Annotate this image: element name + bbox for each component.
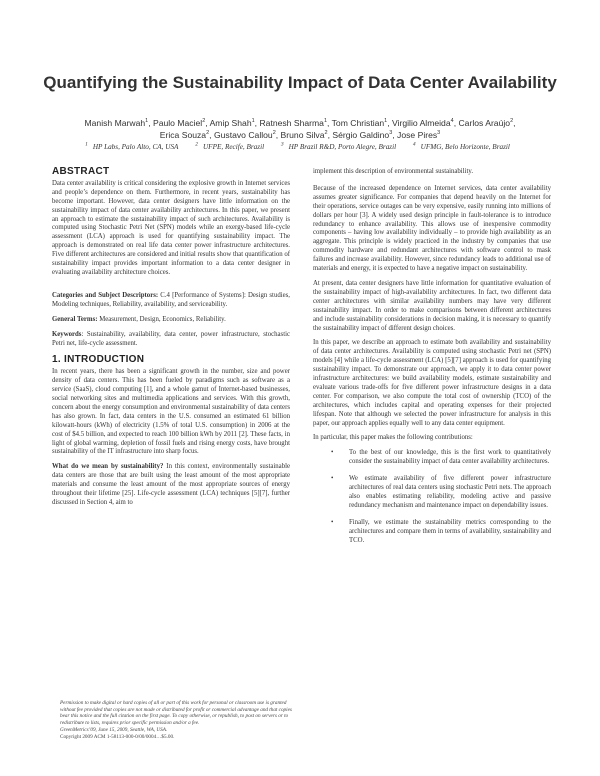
- intro-paragraph: In recent years, there has been a significant growth in the number, size and power density of data centers. This has been fueled by paradigms such as software as a service (SaaS), cloud computing [1], and a whole gamut of Internet-based businesses, social networking sites and multimedia applications and services. With this growth, concern about the energy consumption and environmental sustainability of data centers has also grown. In fact, data centers in the U.S. consumed an estimated 61 billion kilowatt-hours (kWh) of electricity (1.5% of total U.S. consumption) in 2006 at the cost of $4.5 billion, and expected to reach 100 billion kWh by 2011 [2]. These facts, in light of global warming, depletion of fossil fuels and rising energy costs, have brought sustainability of the IT infrastructure into sharp focus.: [52, 368, 290, 456]
- abstract-text: Data center availability is critical considering the explosive growth in Internet services and people’s dependence on them. Furthermore, in recent years, sustainability has become important. However, data center designers have little information on the sustainability impact of data center availability architectures. In this paper, we present an approach to estimate the sustainability impact of such architectures. Availability is computed using Stochastic Petri Net (SPN) models while an exergy-based life-cycle assessment (LCA) approach is used for quantifying sustainability impact. The approach is demonstrated on real life data center power infrastructure architectures. Five different architectures are considered and initial results show that quantification of sustainability impact provides important information to a data center designer in evaluating availability architecture choices.: [52, 179, 290, 276]
- general-terms: General Terms: Measurement, Design, Economics, Reliability.: [52, 315, 226, 323]
- body-paragraph: In this paper, we describe an approach to estimate both availability and sustainability of data center architectures. Availability is computed using stochastic Petri net (SPN) models [4] while a life-cycle assessment (LCA) [5][7] approach is used for quantifying sustainability impact. To demonstrate our approach, we apply it to data center power infrastructure architectures: we build availability models, estimate sustainability and evaluate various trade-offs for five different power infrastructure designs in a data center. For comparison, we also compute the total cost of ownership (TCO) of the architectures, which includes capital and operating expenses for their projected lifespan. Note that although we selected the power infrastructure for analysis in this paper, our approach applies equally well to any data center equipment.: [313, 339, 551, 427]
- list-item: • To the best of our knowledge, this is the first work to quantitatively consider the sustainability impact of data center availability architectures.: [313, 449, 551, 467]
- body-paragraph: implement this description of environmental sustainability.: [313, 168, 474, 175]
- intro-paragraph: What do we mean by sustainability? In this context, environmentally sustainable data centers are those that are built using the least amount of the most appropriate materials and consume the least amount of the most appropriate sources of energy throughout their lifetime [25]. Life-cycle assessment (LCA) techniques [5][7], further discussed in Section 4, aim to: [52, 463, 290, 506]
- categories: Categories and Subject Descriptors: C.4 [Performance of Systems]: Design studies, Modeling techniques, Reliability, availability, and serviceability.: [52, 291, 290, 308]
- body-paragraph: In particular, this paper makes the following contributions:: [313, 434, 473, 442]
- permission-notice: Permission to make digital or hard copies of all or part of this work for personal or classroom use is granted without fee provided that copies are not made or distributed for profit or commercial advantage and that copies bear this notice and the full citation on the first page. To copy otherwise, or republish, to post on servers or to redistribute to lists, requires prior specific permission and/or a fee.: [60, 700, 292, 727]
- author: Tom Christian$^1$: [331, 118, 388, 128]
- left-column: [52, 168, 290, 514]
- introduction-heading: 1. INTRODUCTION: [52, 354, 145, 366]
- right-column: [313, 168, 551, 554]
- author: Bruno Silva$^2$: [280, 129, 328, 140]
- affiliation: $^3$ HP Brazil R&D, Porto Alegre, Brazil: [280, 141, 397, 151]
- author: Paulo Maciel$^2$: [152, 118, 206, 128]
- list-item: • Finally, we estimate the sustainability metrics corresponding to the architectures and compare them in terms of availability, sustainability and TCO.: [313, 519, 551, 546]
- list-item: • We estimate availability of five different power infrastructure architectures of real data centers using stochastic Petri nets. The approach also enables estimating reliability, modeling active and passive redundancy mechanism and maintenance impact on dependability issues.: [313, 475, 551, 511]
- affiliation: $^4$ UFMG, Belo Horizonte, Brazil: [412, 141, 510, 151]
- author: Gustavo Callou$^2$: [213, 129, 276, 140]
- author-line-1: Manish Marwah$^1$, Paulo Maciel$^2$, Amip Shah$^1$, Ratnesh Sharma$^1$, Tom Christian$^1$, Virgilio Almeida$^4$, Carlos Araújo$^2$,: [84, 118, 516, 128]
- author: Ratnesh Sharma$^1$: [259, 118, 328, 128]
- copyright-footnote: [60, 700, 292, 740]
- affiliation: $^2$ UFPE, Recife, Brazil: [195, 141, 265, 151]
- author: Manish Marwah$^1$: [84, 118, 149, 128]
- author: Erica Souza$^2$: [159, 129, 210, 140]
- copyright-line: Copyright 2009 ACM 1-58113-000-0/00/0004…$5.00.: [60, 733, 175, 740]
- affiliations: [30, 143, 570, 151]
- author: Jose Pires$^3$: [397, 129, 441, 140]
- abstract-heading: ABSTRACT: [52, 166, 110, 177]
- author: Carlos Araújo$^2$: [458, 118, 514, 128]
- contributions-list: [313, 449, 551, 545]
- author-line-2: Erica Souza$^2$, Gustavo Callou$^2$, Bruno Silva$^2$, Sérgio Galdino$^3$, Jose Pires$^3$: [159, 129, 441, 140]
- body-paragraph: At present, data center designers have little information for quantitative evaluation of the sustainability impact of high-availability architectures. In fact, two different data center architectures with similar availability numbers may have very different sustainability impact. In order to make comparisons between different architectures and include sustainability considerations in decision making, it is necessary to quantify the sustainability impact of different design choices.: [313, 279, 551, 332]
- author: Amip Shah$^1$: [209, 118, 255, 128]
- paper-title: Quantifying the Sustainability Impact of Data Center Availability: [43, 73, 557, 92]
- author: Sérgio Galdino$^3$: [332, 129, 393, 140]
- keywords: Keywords: Sustainability, availability, data center, power infrastructure, stochastic Petri net, life-cycle assessment.: [52, 330, 290, 347]
- body-paragraph: Because of the increased dependence on Internet services, data center availability assumes greater significance. For companies that depend heavily on the Internet for their operations, service outages can be very expensive, easily running into millions of dollars per hour [3]. A widely used design principle in fault-tolerance is to introduce redundancy to enhance availability. This allows use of inexpensive commodity components – having low availability individually – to provide high availability as an aggregate. This principle is widely practiced in the industry by companies that use commodity hardware and redundant architectures with software control to mask failures and increase availability. However, since redundancy leads to additional use of materials and energy, it is expected to have a negative impact on sustainability.: [313, 184, 551, 273]
- author-list: [30, 118, 570, 141]
- conference-venue: GreenMetrics’09, June 15, 2009, Seattle, WA, USA.: [60, 726, 168, 733]
- affiliation: $^1$ HP Labs, Palo Alto, CA, USA: [85, 141, 179, 151]
- author: Virgilio Almeida$^4$: [392, 118, 454, 128]
